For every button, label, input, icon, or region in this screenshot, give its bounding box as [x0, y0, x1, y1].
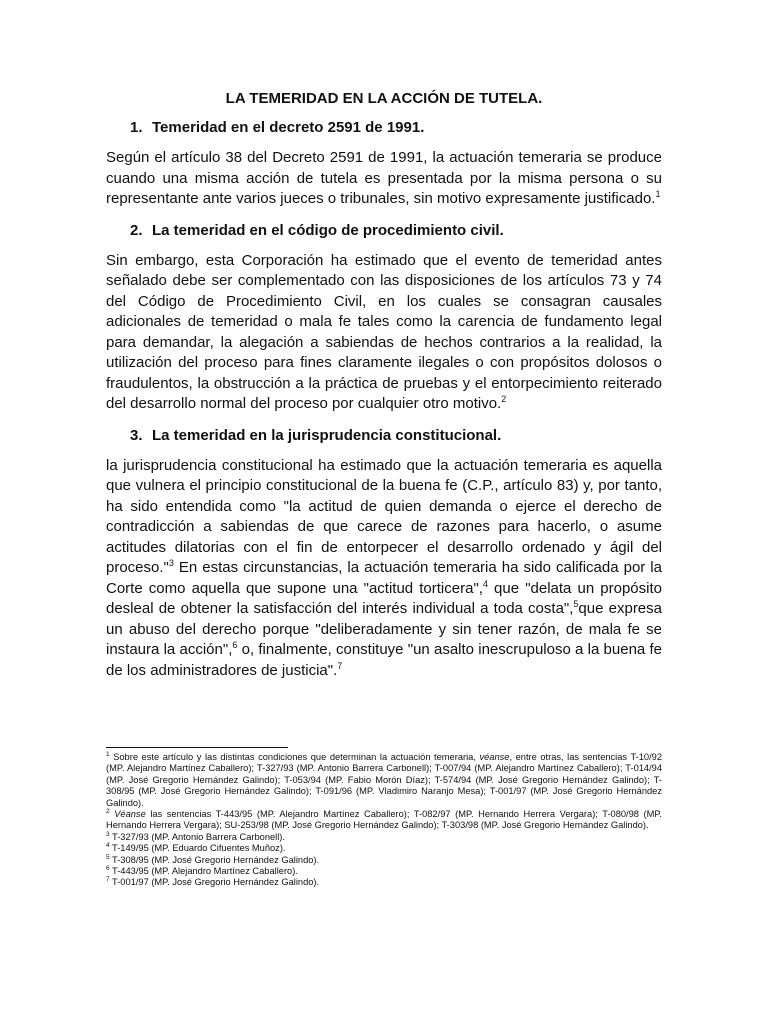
footnote-text: T-001/97 (MP. José Gregorio Hernández Galindo).: [109, 877, 320, 888]
paragraph-text: o, finalmente, constituye "un asalto inescrupuloso a la buena fe de los administradores de justicia".: [106, 641, 662, 679]
footnote-number: 5: [106, 853, 110, 861]
footnote-number: 3: [106, 830, 110, 838]
footnote-ref[interactable]: 3: [168, 558, 174, 568]
paragraph-1: [106, 148, 662, 210]
footnote-ref[interactable]: 6: [232, 640, 238, 650]
footnote-text: T-308/95 (MP. José Gregorio Hernández Galindo).: [109, 854, 320, 865]
paragraph-text: la jurisprudencia constitucional ha estimado que la actuación temeraria es aquella que vulnera el principio constitucional de la buena fe (C.P., artículo 83) y, por tanto, ha sido entendida como "la actitud de quien demanda o ejerce el derecho de contradicción a sabiendas de que carece de razones para hacerlo, o asume actitudes dilatorias con el fin de entorpecer el desarrollo ordenado y ágil del proceso.": [106, 456, 662, 576]
footnote-emphasis: véanse: [479, 752, 510, 762]
footnote-text: T-149/95 (MP. Eduardo Cifuentes Muñoz).: [109, 843, 286, 854]
section-number: 3.: [130, 426, 143, 444]
footnote-separator: [106, 747, 288, 748]
footnote-ref[interactable]: 7: [337, 660, 343, 671]
footnote-7: [106, 877, 662, 888]
footnote-text: Sobre este artículo y las distintas condiciones que determinan la actuación temeraria,: [109, 752, 480, 762]
section-heading-text: La temeridad en el código de procedimiento civil.: [152, 221, 504, 239]
paragraph-2: [106, 251, 662, 415]
footnote-text: , entre otras, las sentencias T-10/92 (MP. Alejandro Martínez Caballero); T-327/93 (MP. Antonio Barrera Carbonell); T-007/94 (MP. Alejandro Martínez Caballero); T-014/94 (MP. José Gregorio Hernández Galindo); T-053/94 (MP. Fabio Morón Díaz); T-574/94 (MP. José Gregorio Hernández Galindo); T-308/95 (MP. José Gregorio Hernández Galindo); T-091/96 (MP. Vladimiro Naranjo Mesa); T-001/97 (MP. José Gregorio Hernández Galindo).: [106, 752, 662, 808]
section-heading-text: Temeridad en el decreto 2591 de 1991.: [152, 119, 425, 136]
footnote-text: las sentencias T-443/95 (MP. Alejandro Martínez Caballero); T-082/97 (MP. Hernando Herrera Vergara); T-080/98 (MP. Hernando Herrera Vergara); SU-253/98 (MP. José Gregorio Hernández Galindo); T-303/98 (MP. José Gregorio Hernández Galindo).: [106, 809, 662, 831]
footnote-text: T-327/93 (MP. Antonio Barrera Carbonell).: [109, 831, 285, 842]
footnote-2: [106, 809, 662, 832]
paragraph-text: que "delata un propósito desleal de obtener la satisfacción del interés individual a toda costa",: [106, 579, 662, 617]
footnote-text: T-443/95 (MP. Alejandro Martínez Caballero).: [109, 866, 298, 877]
footnote-3: [106, 832, 662, 843]
footnote-number: 1: [106, 751, 110, 758]
footnote-number: 6: [106, 865, 110, 873]
section-number: 1.: [130, 119, 143, 136]
section-heading-2: [130, 222, 662, 239]
paragraph-text: Según el artículo 38 del Decreto 2591 de 1991, la actuación temeraria se produce cuando una misma acción de tutela es presentada por la misma persona o su representante ante varios jueces o tribunales, sin motivo expresamente justificado.: [106, 149, 662, 207]
footnote-1: [106, 752, 662, 809]
section-number: 2.: [130, 221, 143, 239]
footnote-4: [106, 843, 662, 854]
paragraph-text: Sin embargo, esta Corporación ha estimado que el evento de temeridad antes señalado debe ser complementado con las disposiciones de los artículos 73 y 74 del Código de Procedimiento Civil, en los cuales se consagran causales adicionales de temeridad o mala fe tales como la carencia de fundamento legal para demandar, la alegación a sabiendas de hechos contrarios a la realidad, la utilización del proceso para fines claramente ilegales o con propósitos dolosos o fraudulentos, la obstrucción a la práctica de pruebas y el entorpecimiento reiterado del desarrollo normal del proceso por cualquier otro motivo.: [106, 251, 662, 412]
paragraph-text: que expresa un abuso del derecho porque "deliberadamente y sin tener razón, de mala fe se instaura la acción",: [106, 600, 662, 658]
section-heading-3: [130, 427, 662, 444]
paragraph-3: [106, 456, 662, 682]
footnote-number: 4: [106, 842, 110, 850]
footnote-ref[interactable]: 1: [655, 189, 661, 199]
footnote-ref[interactable]: 5: [573, 599, 579, 609]
footnote-emphasis: Véanse: [114, 809, 146, 820]
footnote-ref[interactable]: 2: [501, 394, 507, 404]
section-heading-1: [130, 119, 662, 136]
footnote-5: [106, 855, 662, 866]
document-body: [106, 90, 662, 693]
footnote-6: [106, 866, 662, 877]
section-heading-text: La temeridad en la jurisprudencia constitucional.: [152, 426, 502, 444]
footnote-number: 2: [106, 808, 110, 816]
footnote-number: 7: [106, 876, 110, 884]
paragraph-text: En estas circunstancias, la actuación temeraria ha sido calificada por la Corte como aquella que supone una "actitud torticera",: [106, 559, 662, 597]
footnote-ref[interactable]: 4: [482, 578, 488, 589]
document-title: LA TEMERIDAD EN LA ACCIÓN DE TUTELA.: [225, 90, 543, 107]
footnotes: [106, 752, 662, 889]
